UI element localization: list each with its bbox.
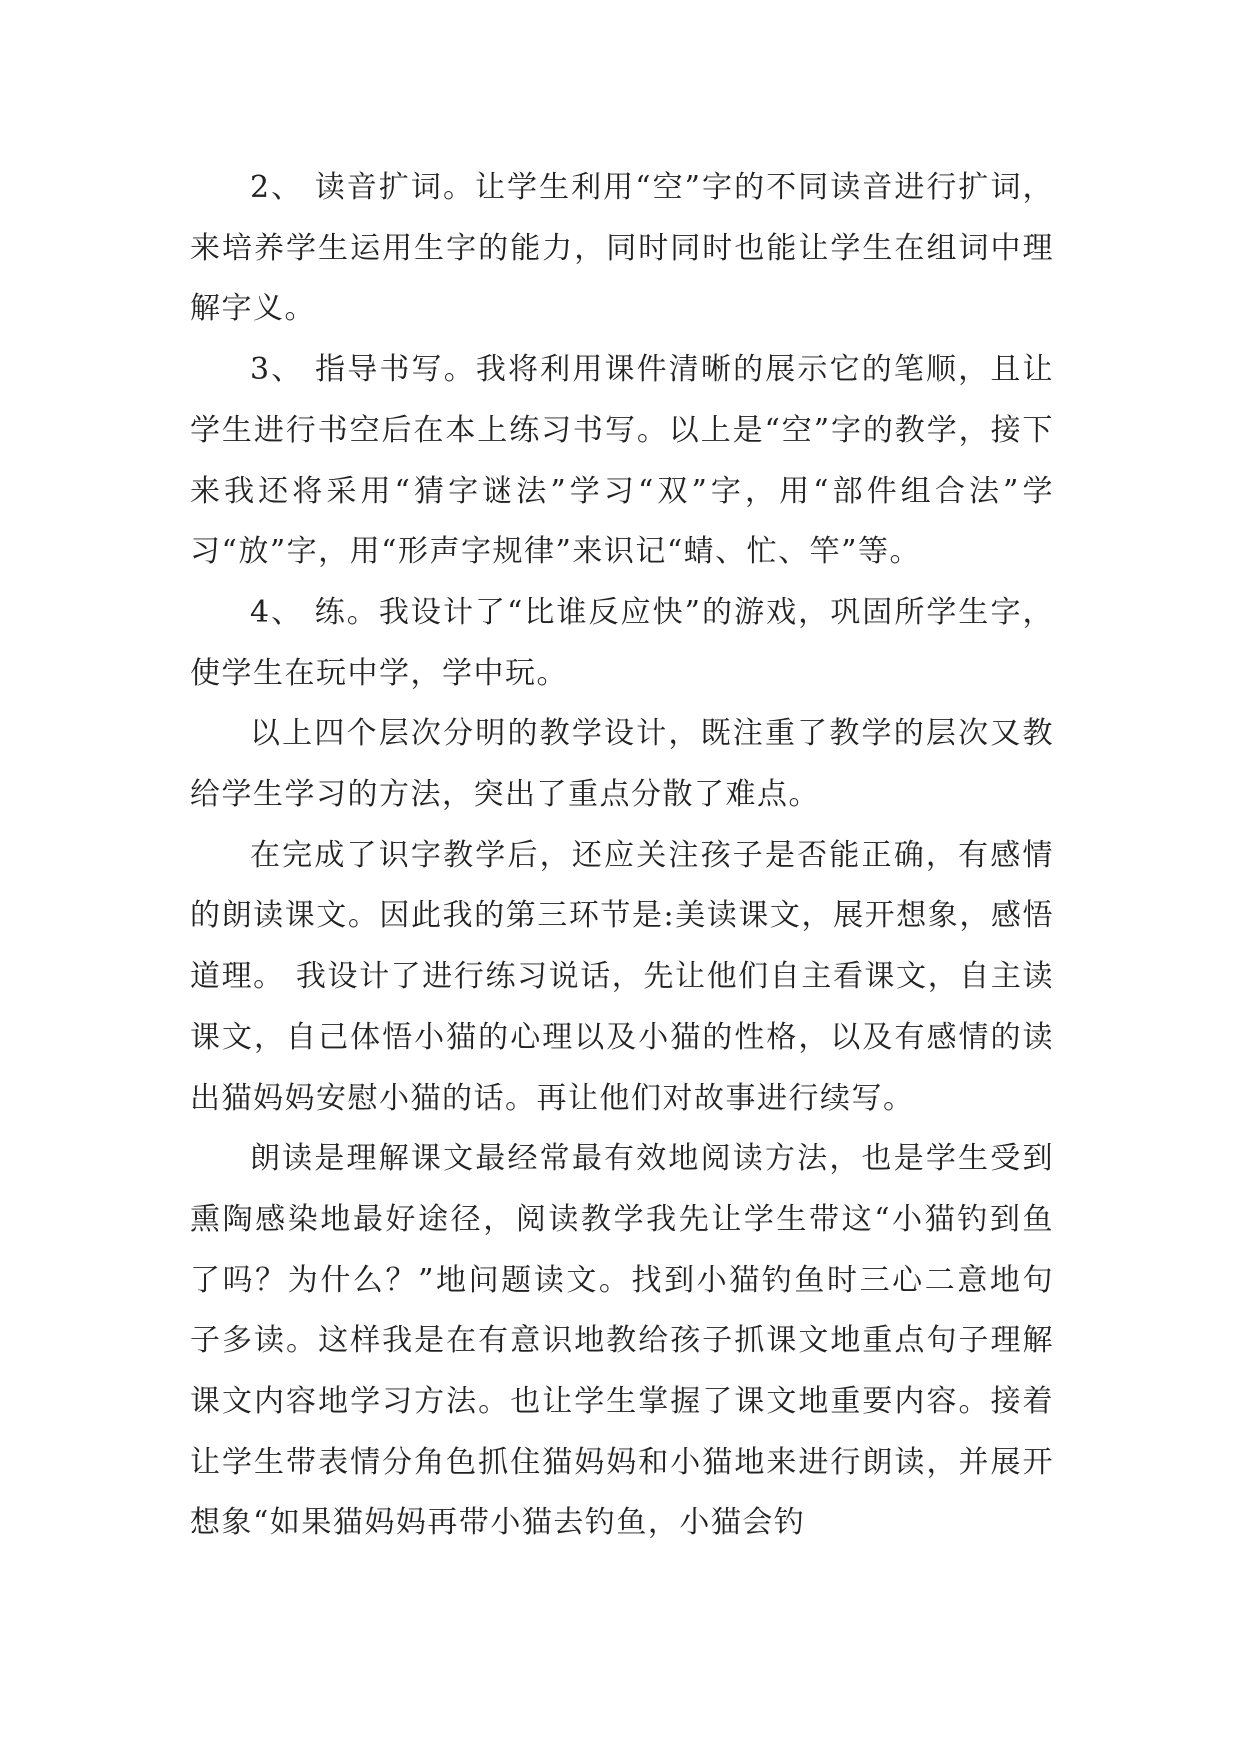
paragraph-reading-word-expansion: 2、 读音扩词。让学生利用“空”字的不同读音进行扩词，来培养学生运用生字的能力，同时同时也能让学生在组词中理解字义。 (190, 170, 1054, 327)
paragraph-teaching-design-summary: 以上四个层次分明的教学设计，既注重了教学的层次又教给学生学习的方法，突出了重点分散了难点。 (190, 716, 1054, 813)
paragraph-reading-method: 朗读是理解课文最经常最有效地阅读方法，也是学生受到熏陶感染地最好途径，阅读教学我先让学生带这“小猫钓到鱼了吗？为什么？”地问题读文。找到小猫钓鱼时三心二意地句子多读。这样我是在有意识地教给孩子抓课文地重点句子理解课文内容地学习方法。也让学生掌握了课文地重要内容。接着让学生带表情分角色抓住猫妈妈和小猫地来进行朗读，并展开想象“如果猫妈妈再带小猫去钓鱼，小猫会钓 (190, 1141, 1054, 1541)
paragraph-writing-guidance: 3、 指导书写。我将利用课件清晰的展示它的笔顺，且让学生进行书空后在本上练习书写。以上是“空”字的教学，接下来我还将采用“猜字谜法”学习“双”字，用“部件组合法”学习“放”字，用“形声字规律”来识记“蜻、忙、竿”等。 (190, 352, 1054, 570)
document-body (190, 158, 1054, 1554)
paragraph-reading-aloud-section: 在完成了识字教学后，还应关注孩子是否能正确，有感情的朗读课文。因此我的第三环节是:美读课文，展开想象，感悟道理。 我设计了进行练习说话，先让他们自主看课文，自主读课文，自己体悟小猫的心理以及小猫的性格，以及有感情的读出猫妈妈安慰小猫的话。再让他们对故事进行续写。 (190, 837, 1054, 1116)
paragraph-practice-game: 4、 练。我设计了“比谁反应快”的游戏，巩固所学生字，使学生在玩中学，学中玩。 (190, 594, 1054, 691)
